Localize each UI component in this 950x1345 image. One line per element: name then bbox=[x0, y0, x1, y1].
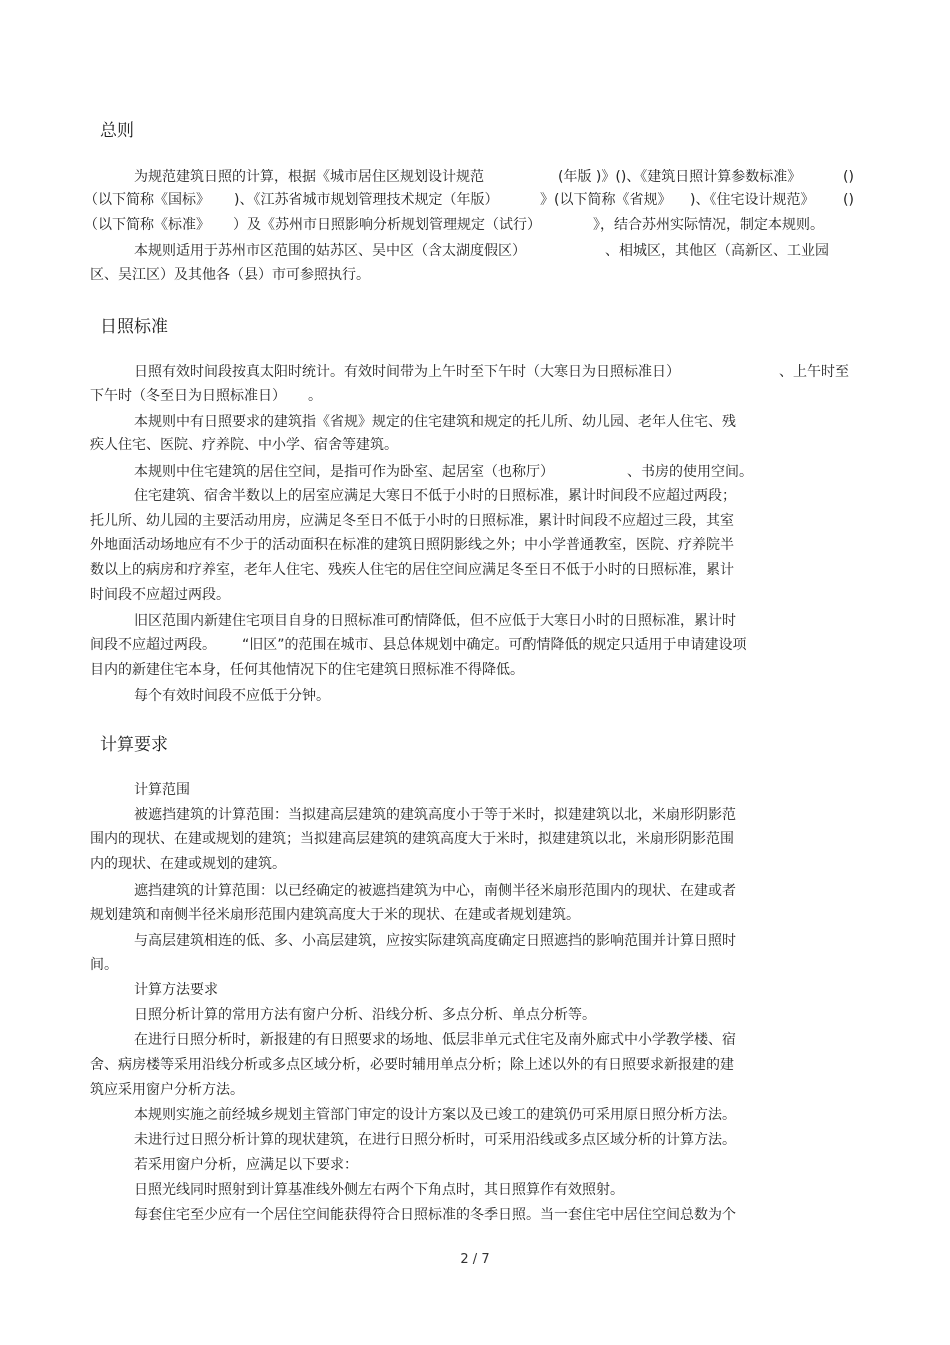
page-number: 2 / 7 bbox=[460, 1252, 490, 1267]
section-heading-general: 总则 bbox=[100, 121, 134, 141]
document-page: 总则 为规范建筑日照的计算，根据《城市居住区规划设计规范 (年版 )》()、《建筑日照计算参数标准》 () （以下简称《国标》 )、《江苏省城市规划管理技术规定（年版） 》(以下简称《省规》 )、《住宅设计规范》 () （以下简称《标准》 ）及《苏州市日照影响分析规划管理规定（试行） 》，结合苏州实际情况，制定本规则。 本规则适用于苏州市区范围的姑苏区、吴中区（含太湖度假区） 、相城区，其他区（高新区、工业园 区、吴江区）及其他各（县）市可参照执行。 日照标准 日照有效时间段按真太阳时统计。有效时间带为上午时至下午时（大寒日为日照标准日） 、上午时至 下午时（冬至日为日照标准日） 。 本规则中有日照要求的建筑指《省规》规定的住宅建筑和规定的托儿所、幼儿园、老年人住宅、残 疾人住宅、医院、疗养院、中小学、宿舍等建筑。 本规则中住宅建筑的居住空间，是指可作为卧室、起居室（也称厅） 、书房的使用空间。 住宅建筑、宿舍半数以上的居室应满足大寒日不低于小时的日照标准，累计时间段不应超过两段； 托儿所、幼儿园的主要活动用房，应满足冬至日不低于小时的日照标准，累计时间段不应超过三段，其室 外地面活动场地应有不少于的活动面积在标准的建筑日照阴影线之外；中小学普通教室，医院、疗养院半 数以上的病房和疗养室，老年人住宅、残疾人住宅的居住空间应满足冬至日不低于小时的日照标准，累计 时间段不应超过两段。 旧区范围内新建住宅项目自身的日照标准可酌情降低，但不应低于大寒日小时的日照标准，累计时 间段不应超过两段。 “旧区”的范围在城市、县总体规划中确定。可酌情降低的规定只适用于申请建设项 目内的新建住宅本身，任何其他情况下的住宅建筑日照标准不得降低。 每个有效时间段不应低于分钟。 计算要求 计算范围 被遮挡建筑的计算范围：当拟建高层建筑的建筑高度小于等于米时，拟建建筑以北，米扇形阴影范 围内的现状、在建或规划的建筑；当拟建高层建筑的建筑高度大于米时，拟建建筑以北，米扇形阴影范围 内的现状、在建或规划的建筑。 遮挡建筑的计算范围：以已经确定的被遮挡建筑为中心，南侧半径米扇形范围内的现状、在建或者 规划建筑和南侧半径米扇形范围内建筑高度大于米的现状、在建或者规划建筑。 与高层建筑相连的低、多、小高层建筑，应按实际建筑高度确定日照遮挡的影响范围并计算日照时 间。 计算方法要求 日照分析计算的常用方法有窗户分析、沿线分析、多点分析、单点分析等。 在进行日照分析时，新报建的有日照要求的场地、低层非单元式住宅及南外廊式中小学教学楼、宿 舍、病房楼等采用沿线分析或多点区域分析，必要时辅用单点分析；除上述以外的有日照要求新报建的建 筑应采用窗户分析方法。 本规则实施之前经城乡规划主管部门审定的设计方案以及已竣工的建筑仍可采用原日照分析方法。 未进行过日照分析计算的现状建筑，在进行日照分析时，可采用沿线或多点区域分析的计算方法。 若采用窗户分析，应满足以下要求： 日照光线同时照射到计算基准线外侧左右两个下角点时，其日照算作有效照射。 每套住宅至少应有一个居住空间能获得符合日照标准的冬季日照。当一套住宅中居住空间总数为个 2 / 7 bbox=[0, 0, 950, 1345]
section-heading-calculation-requirements: 计算要求 bbox=[100, 735, 168, 755]
section-heading-sunlight-standard: 日照标准 bbox=[100, 317, 168, 337]
